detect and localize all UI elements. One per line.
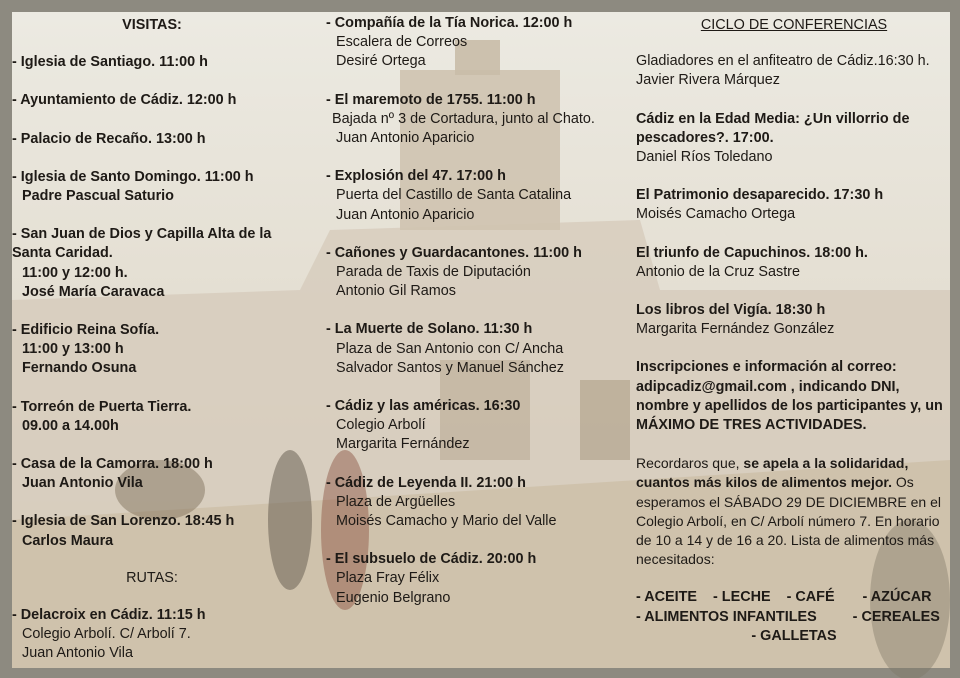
- conference-item: [636, 244, 952, 282]
- route-title: - Cádiz y las américas. 16:30: [326, 398, 521, 415]
- conference-title: Cádiz en la Edad Media: ¿Un villorrio de pescadores?. 17:00.: [636, 110, 910, 146]
- visit-title: - San Juan de Dios y Capilla Alta de la Santa Caridad.: [12, 226, 272, 262]
- visit-time: 11:00 y 13:00 h: [22, 341, 124, 358]
- visit-title: - Iglesia de San Lorenzo. 18:45 h: [12, 513, 235, 530]
- route-guide: Salvador Santos y Manuel Sánchez: [336, 359, 564, 376]
- conference-title: El triunfo de Capuchinos. 18:00 h.: [636, 244, 868, 261]
- visit-item: [12, 225, 312, 302]
- route-item: [326, 244, 626, 302]
- route-title: - Delacroix en Cádiz. 11:15 h: [12, 607, 206, 624]
- visit-guide: Juan Antonio Vila: [22, 475, 143, 492]
- food-list: [636, 588, 952, 646]
- route-place: Colegio Arbolí: [336, 417, 426, 434]
- visit-item: [12, 455, 312, 493]
- visit-item: [12, 321, 312, 379]
- route-item: [326, 550, 626, 608]
- visit-title: - Edificio Reina Sofía.: [12, 322, 160, 339]
- route-guide: Juan Antonio Aparicio: [336, 206, 475, 223]
- visit-item: [12, 91, 312, 110]
- conference-item: [636, 301, 952, 339]
- visit-item: [12, 168, 312, 206]
- route-item: [326, 14, 626, 72]
- route-item: [326, 91, 626, 149]
- route-guide: Eugenio Belgrano: [336, 589, 451, 606]
- visitas-column: [12, 0, 312, 664]
- visit-title: - Torreón de Puerta Tierra.: [12, 398, 192, 415]
- visit-item: [12, 53, 312, 72]
- route-item: [326, 397, 626, 455]
- visit-time: 11:00 y 12:00 h.: [22, 264, 128, 281]
- route-item: [12, 606, 312, 664]
- route-guide: Juan Antonio Vila: [22, 645, 133, 662]
- route-item: [326, 167, 626, 225]
- recordatorio-after: Os esperamos el SÁBADO 29 DE DICIEMBRE en el Colegio Arbolí, en C/ Arbolí número 7. En horario de 10 a 14 y de 16 a 20. Lista de alimentos más necesitados:: [636, 474, 942, 568]
- visit-title: - Palacio de Recaño. 13:00 h: [12, 130, 206, 147]
- conference-item: [636, 52, 952, 90]
- route-title: - La Muerte de Solano. 11:30 h: [326, 321, 533, 338]
- food-line: - ALIMENTOS INFANTILES - CEREALES: [636, 608, 940, 625]
- visit-title: - Iglesia de Santiago. 11:00 h: [12, 54, 208, 71]
- route-guide: Margarita Fernández: [336, 436, 470, 453]
- conference-title: El Patrimonio desaparecido. 17:30 h: [636, 187, 884, 204]
- visitas-heading: VISITAS:: [122, 17, 182, 33]
- route-place: Puerta del Castillo de Santa Catalina: [336, 187, 572, 204]
- inscripciones-text: Inscripciones e información al correo: adipcadiz@gmail.com , indicando DNI, nombre y apellidos de los participantes y, un MÁXIMO DE TRES ACTIVIDADES.: [636, 359, 943, 434]
- food-line: - GALLETAS: [751, 627, 837, 644]
- route-title: - El maremoto de 1755. 11:00 h: [326, 91, 536, 108]
- recordatorio-text: [636, 454, 952, 569]
- route-guide: Juan Antonio Aparicio: [336, 130, 475, 147]
- conference-item: [636, 186, 952, 224]
- visit-title: - Casa de la Camorra. 18:00 h: [12, 456, 213, 473]
- route-guide: Desiré Ortega: [336, 53, 426, 70]
- route-item: [326, 474, 626, 532]
- rutas-column: [326, 0, 626, 608]
- conference-speaker: Moisés Camacho Ortega: [636, 206, 796, 223]
- conferencias-column: [636, 0, 952, 646]
- visit-guide: Fernando Osuna: [22, 360, 137, 377]
- route-guide: Moisés Camacho y Mario del Valle: [336, 513, 557, 530]
- food-line: - ACEITE - LECHE - CAFÉ - AZÚCAR: [636, 589, 932, 606]
- conference-speaker: Margarita Fernández González: [636, 321, 835, 338]
- recordatorio-before: Recordaros que,: [636, 455, 744, 472]
- visit-item: [12, 398, 312, 436]
- route-place: Parada de Taxis de Diputación: [336, 264, 531, 281]
- visit-time: 09.00 a 14.00h: [22, 417, 119, 434]
- conference-speaker: Daniel Ríos Toledano: [636, 149, 773, 166]
- visit-guide: Padre Pascual Saturio: [22, 188, 174, 205]
- route-place: Plaza Fray Félix: [336, 570, 440, 587]
- route-title: - Cañones y Guardacantones. 11:00 h: [326, 244, 582, 261]
- visit-guide: Carlos Maura: [22, 532, 114, 549]
- recordatorio-bold: se apela a la solidaridad, cuantos más kilos de alimentos mejor.: [636, 455, 909, 491]
- route-place: Bajada nº 3 de Cortadura, junto al Chato.: [332, 110, 595, 127]
- route-title: - El subsuelo de Cádiz. 20:00 h: [326, 551, 537, 568]
- conference-item: [636, 110, 952, 168]
- conference-speaker: Antonio de la Cruz Sastre: [636, 263, 800, 280]
- visit-item: [12, 512, 312, 550]
- rutas-heading: RUTAS:: [126, 569, 178, 586]
- route-guide: Antonio Gil Ramos: [336, 283, 456, 300]
- route-place: Colegio Arbolí. C/ Arbolí 7.: [22, 626, 191, 643]
- route-title: - Cádiz de Leyenda II. 21:00 h: [326, 474, 526, 491]
- conference-title: Gladiadores en el anfiteatro de Cádiz.16:30 h.: [636, 53, 930, 70]
- visit-title: - Iglesia de Santo Domingo. 11:00 h: [12, 168, 254, 185]
- conference-title: Los libros del Vigía. 18:30 h: [636, 302, 826, 319]
- visit-title: - Ayuntamiento de Cádiz. 12:00 h: [12, 92, 237, 109]
- route-title: - Compañía de la Tía Norica. 12:00 h: [326, 15, 573, 31]
- visit-guide: José María Caravaca: [22, 283, 165, 300]
- route-title: - Explosión del 47. 17:00 h: [326, 168, 506, 185]
- visit-item: [12, 130, 312, 149]
- route-place: Plaza de San Antonio con C/ Ancha: [336, 340, 564, 357]
- route-item: [326, 320, 626, 378]
- route-place: Escalera de Correos: [336, 34, 468, 51]
- conference-speaker: Javier Rivera Márquez: [636, 72, 780, 89]
- conferencias-heading: CICLO DE CONFERENCIAS: [700, 17, 888, 33]
- route-place: Plaza de Argüelles: [336, 493, 456, 510]
